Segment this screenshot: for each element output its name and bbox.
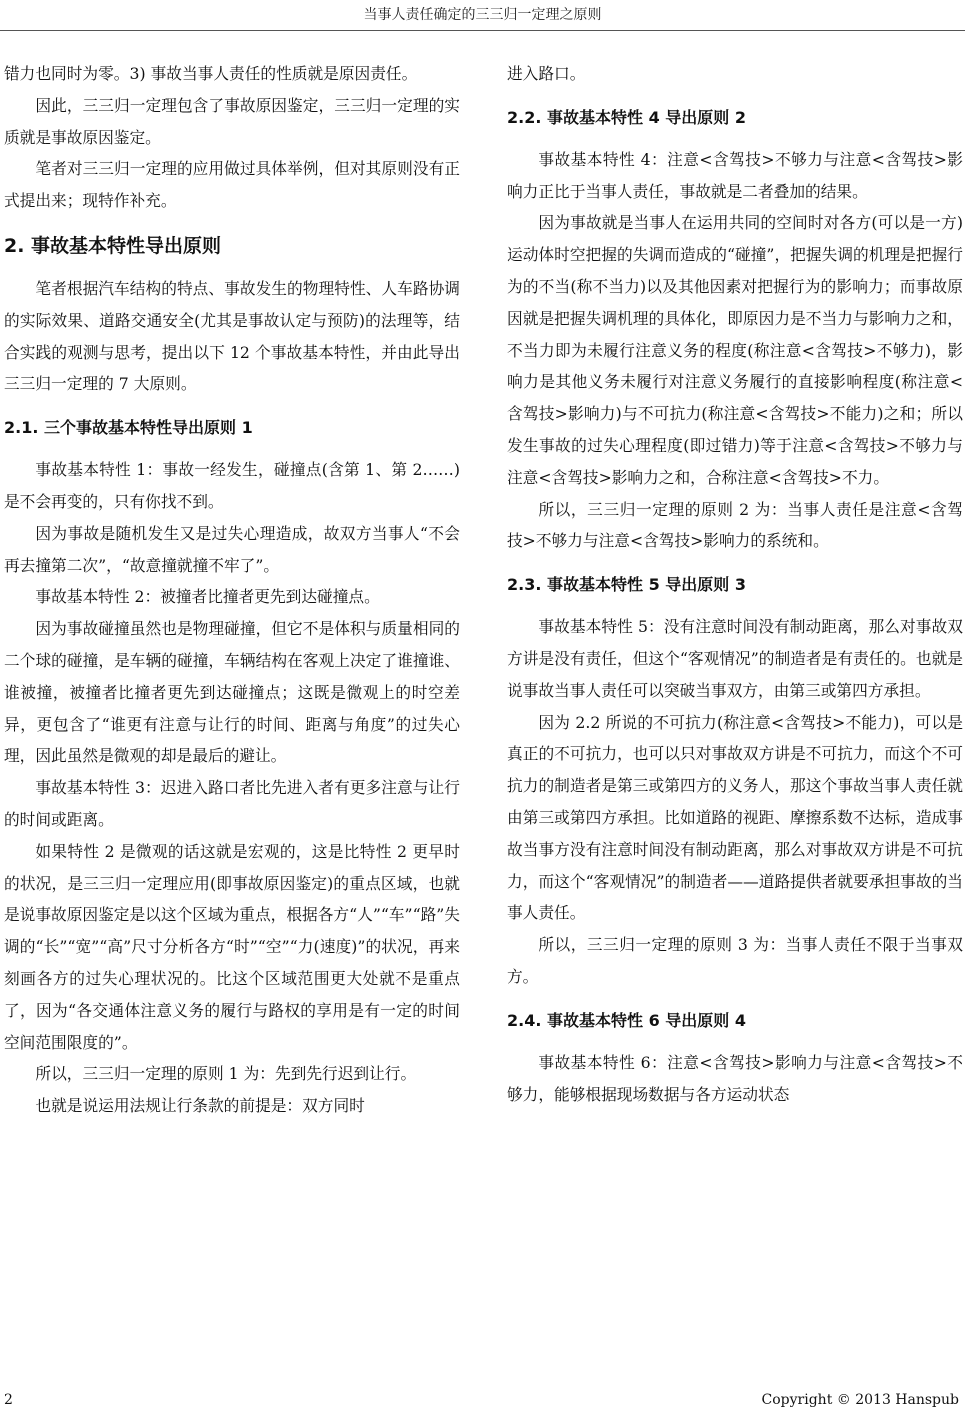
copyright-notice: Copyright © 2013 Hanspub — [761, 1392, 959, 1408]
subsection-heading: 2.3. 事故基本特性 5 导出原则 3 — [507, 575, 746, 595]
subsection-heading: 2.4. 事故基本特性 6 导出原则 4 — [507, 1010, 746, 1030]
right-column — [507, 58, 963, 1110]
paragraph: 因为事故是随机发生又是过失心理造成，故双方当事人“不会再去撞第二次”，“故意撞就撞不牢了”。 — [4, 523, 460, 575]
page-footer — [0, 1392, 965, 1414]
section-heading: 2. 事故基本特性导出原则 — [4, 234, 222, 257]
paragraph: 因为事故就是当事人在运用共同的空间时对各方(可以是一方)运动体时空把握的失调而造成的“碰撞”，把握失调的机理是把握行为的不当(称不当力)以及其他因素对把握行为的影响力；而事故原因就是把握失调机理的具体化，即原因力是不当力与影响力之和，不当力即为未履行注意义务的程度(称注意<含驾技>不够力)，影响力是其他义务未履行对注意义务履行的直接影响程度(称注意<含驾技>影响力)与不可抗力(称注意<含驾技>不能力)之和；所以发生事故的过失心理程度(即过错力)等于注意<含驾技>不够力与注意<含驾技>影响力之和，合称注意<含驾技>不力。 — [507, 213, 963, 487]
paragraph: 事故基本特性 5：没有注意时间没有制动距离，那么对事故双方讲是没有责任，但这个“客观情况”的制造者是有责任的。也就是说事故当事人责任可以突破当事双方，由第三或第四方承担。 — [507, 617, 963, 700]
paragraph: 所以，三三归一定理的原则 2 为：当事人责任是注意<含驾技>不够力与注意<含驾技>影响力的系统和。 — [507, 499, 963, 551]
paragraph: 如果特性 2 是微观的话这就是宏观的，这是比特性 2 更早时的状况，是三三归一定理应用(即事故原因鉴定)的重点区域，也就是说事故原因鉴定是以这个区域为重点，根据各方“人”“车”“路”失调的“长”“宽”“高”尺寸分析各方“时”“空”“力(速度)”的状况，再来刻画各方的过失心理状况的。比这个区域范围更大处就不是重点了，因为“各交通体注意义务的履行与路权的享用是有一定的时间空间范围限度的”。 — [4, 841, 460, 1052]
subsection-heading: 2.1. 三个事故基本特性导出原则 1 — [4, 418, 253, 438]
paragraph: 进入路口。 — [507, 64, 586, 83]
header-divider — [0, 30, 965, 31]
paragraph: 因此，三三归一定理包含了事故原因鉴定，三三归一定理的实质就是事故原因鉴定。 — [4, 95, 460, 147]
paragraph: 因为事故碰撞虽然也是物理碰撞，但它不是体积与质量相同的二个球的碰撞，是车辆的碰撞，车辆结构在客观上决定了谁撞谁、谁被撞，被撞者比撞者更先到达碰撞点；这既是微观上的时空差异，更包含了“谁更有注意与让行的时间、距离与角度”的过失心理，因此虽然是微观的却是最后的避让。 — [4, 619, 460, 766]
paragraph: 笔者根据汽车结构的特点、事故发生的物理特性、人车路协调的实际效果、道路交通安全(尤其是事故认定与预防)的法理等，结合实践的观测与思考，提出以下 12 个事故基本特性，并由此导出三三归一定理的 7 大原则。 — [4, 278, 460, 394]
running-title: 当事人责任确定的三三归一定理之原则 — [363, 7, 602, 23]
paragraph: 也就是说运用法规让行条款的前提是：双方同时 — [35, 1096, 365, 1116]
paragraph: 事故基本特性 4：注意<含驾技>不够力与注意<含驾技>影响力正比于当事人责任，事故就是二者叠加的结果。 — [507, 149, 963, 201]
page-header — [0, 0, 965, 36]
paragraph: 所以，三三归一定理的原则 3 为：当事人责任不限于当事双方。 — [507, 935, 963, 986]
paragraph: 错力也同时为零。3) 事故当事人责任的性质就是原因责任。 — [4, 64, 418, 83]
paragraph: 事故基本特性 3：迟进入路口者比先进入者有更多注意与让行的时间或距离。 — [4, 778, 460, 829]
left-column — [4, 58, 460, 1122]
paragraph: 所以，三三归一定理的原则 1 为：先到先行迟到让行。 — [35, 1064, 417, 1084]
paragraph: 事故基本特性 1：事故一经发生，碰撞点(含第 1、第 2……)是不会再变的，只有你找不到。 — [4, 460, 460, 511]
paragraph: 因为 2.2 所说的不可抗力(称注意<含驾技>不能力)，可以是真正的不可抗力，也可以只对事故双方讲是不可抗力，而这个不可抗力的制造者是第三或第四方的义务人，那这个事故当事人责任就由第三或第四方承担。比如道路的视距、摩擦系数不达标，造成事故当事方没有注意时间没有制动距离，那么对事故双方讲是不可抗力，而这个“客观情况”的制造者——道路提供者就要承担事故的当事人责任。 — [507, 712, 963, 923]
paragraph: 事故基本特性 2：被撞者比撞者更先到达碰撞点。 — [35, 587, 380, 607]
paragraph: 事故基本特性 6：注意<含驾技>影响力与注意<含驾技>不够力，能够根据现场数据与各方运动状态 — [507, 1052, 963, 1104]
paragraph: 笔者对三三归一定理的应用做过具体举例，但对其原则没有正式提出来；现特作补充。 — [4, 159, 460, 211]
page-number: 2 — [4, 1392, 13, 1408]
subsection-heading: 2.2. 事故基本特性 4 导出原则 2 — [507, 107, 746, 127]
